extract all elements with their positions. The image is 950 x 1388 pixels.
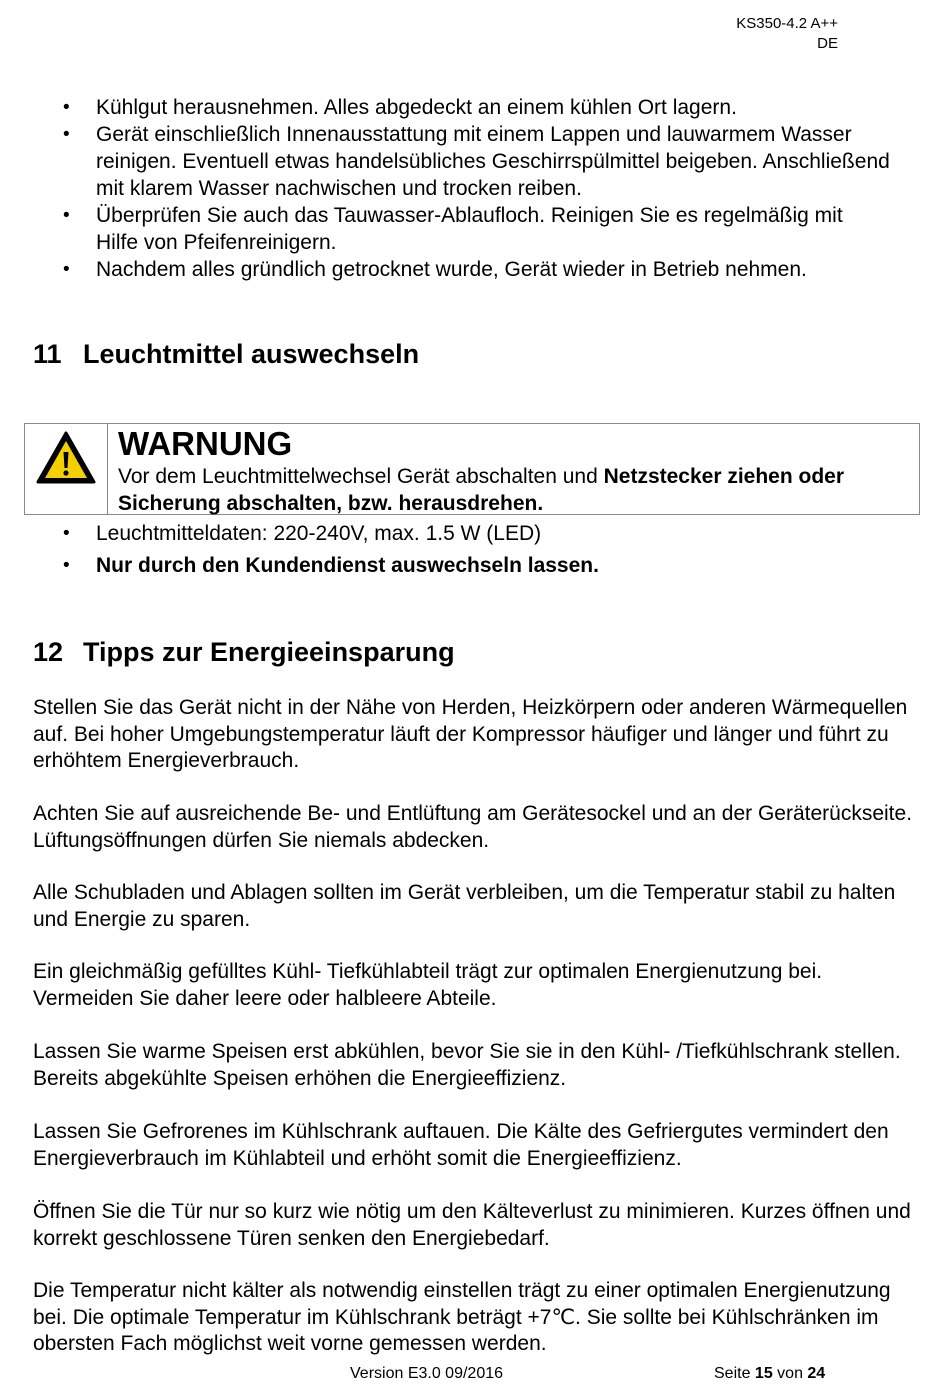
footer-version: Version E3.0 09/2016	[350, 1365, 504, 1382]
service-note-item	[0, 550, 950, 582]
cleaning-steps-list	[0, 94, 950, 283]
tip-paragraph: Die Temperatur nicht kälter als notwendig einstellen trägt zu einer optimalen Energienutzung bei. Die optimale Temperatur im Kühlschrank beträgt +7℃. Sie sollte bei Kühlschränken im obersten Fach möglichst weit vorne gemessen werden.	[33, 1279, 891, 1355]
section-title: Leuchtmittel auswechseln	[83, 339, 420, 369]
warning-box	[24, 423, 920, 515]
page-header	[736, 14, 838, 54]
section-title: Tipps zur Energieeinsparung	[83, 637, 455, 667]
current-page: 15	[754, 1365, 773, 1382]
warning-text-bold: Netzstecker ziehen oder Sicherung abschalten, bzw. herausdrehen.	[118, 465, 845, 515]
warning-title: WARNUNG	[118, 425, 293, 462]
page-prefix: Seite	[714, 1365, 755, 1382]
list-item: • Kühlgut herausnehmen. Alles abgedeckt an einem kühlen Ort lagern.	[0, 94, 950, 121]
tip-paragraph: Lassen Sie warme Speisen erst abkühlen, bevor Sie sie in den Kühl- /Tiefkühlschrank stellen. Bereits abgekühlte Speisen erhöhen die Energieeffizienz.	[33, 1040, 901, 1090]
page-separator: von	[772, 1365, 808, 1382]
tip-paragraph: Lassen Sie Gefrorenes im Kühlschrank auftauen. Die Kälte des Gefriergutes vermindert den Energieverbrauch im Kühlabteil und erhöht somit die Energieeffizienz.	[33, 1120, 889, 1170]
list-item: • Überprüfen Sie auch das Tauwasser-Ablaufloch. Reinigen Sie es regelmäßig mit Hilfe von Pfeifenreinigern.	[0, 202, 950, 256]
list-item: • Nachdem alles gründlich getrocknet wurde, Gerät wieder in Betrieb nehmen.	[0, 256, 950, 283]
section-number: 11	[33, 339, 62, 369]
model-number: KS350-4.2 A++	[736, 15, 838, 32]
footer-page-number	[714, 1364, 825, 1384]
tip-paragraph: Stellen Sie das Gerät nicht in der Nähe von Herden, Heizkörpern oder anderen Wärmequellen auf. Bei hoher Umgebungstemperatur läuft der Kompressor häufiger und länger und führt zu erhöhtem Energieverbrauch.	[33, 696, 908, 772]
tip-paragraph: Ein gleichmäßig gefülltes Kühl- Tiefkühlabteil trägt zur optimalen Energienutzung bei. Vermeiden Sie daher leere oder halbleere Abteile.	[33, 960, 823, 1010]
lamp-info-list	[0, 518, 950, 582]
tip-paragraph: Öffnen Sie die Tür nur so kurz wie nötig um den Kälteverlust zu minimieren. Kurzes öffnen und korrekt geschlossene Türen senken den Energiebedarf.	[33, 1200, 911, 1250]
service-note-text: Nur durch den Kundendienst auswechseln lassen.	[96, 554, 599, 577]
language-code: DE	[817, 35, 838, 52]
total-pages: 24	[807, 1365, 826, 1382]
section-heading-11	[33, 338, 419, 370]
lamp-data-item: • Leuchtmitteldaten: 220-240V, max. 1.5 W (LED)	[0, 518, 950, 550]
warning-icon-cell	[25, 424, 108, 514]
tip-paragraph: Achten Sie auf ausreichende Be- und Entlüftung am Gerätesockel und an der Geräterückseite. Lüftungsöffnungen dürfen Sie niemals abdecken.	[33, 802, 913, 852]
warning-text	[118, 463, 908, 517]
warning-triangle-icon	[35, 430, 97, 486]
warning-text-plain: Vor dem Leuchtmittelwechsel Gerät abschalten und	[118, 465, 604, 488]
section-heading-12	[33, 636, 455, 668]
list-item: • Gerät einschließlich Innenausstattung mit einem Lappen und lauwarmem Wasser reinigen. Eventuell etwas handelsübliches Geschirrspülmittel beigeben. Anschließend mit klarem Wasser nachwischen und trocken reiben.	[0, 121, 950, 202]
section-number: 12	[33, 637, 64, 667]
tip-paragraph: Alle Schubladen und Ablagen sollten im Gerät verbleiben, um die Temperatur stabil zu halten und Energie zu sparen.	[33, 881, 896, 931]
